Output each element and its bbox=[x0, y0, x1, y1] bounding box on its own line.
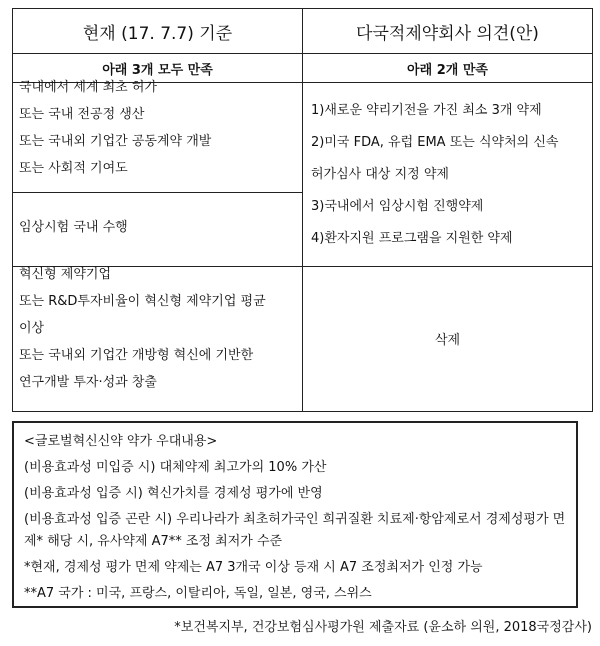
row3-line: 혁신형 제약기업 bbox=[19, 266, 112, 282]
proposal-condition: 4)환자지원 프로그램을 지원한 약제 bbox=[311, 231, 513, 247]
row1-line: 또는 국내 전공정 생산 bbox=[19, 107, 145, 123]
row3-proposal-cell: 삭제 bbox=[303, 266, 593, 411]
proposal-condition: 3)국내에서 임상시험 진행약제 bbox=[311, 199, 484, 215]
header-row bbox=[13, 9, 593, 54]
notes-footnote: *현재, 경제성 평가 면제 약제는 A7 3개국 이상 등재 시 A7 조정최저가 인정 가능 bbox=[24, 560, 483, 575]
subheader-current: 아래 3개 모두 만족 bbox=[13, 54, 303, 83]
source-note: *보건복지부, 건강보험심사평가원 제출자료 (윤소하 의원, 2018국정감사) bbox=[174, 620, 592, 635]
row1-line: 국내에서 세계 최초 허가 bbox=[19, 80, 157, 96]
notes-footnote: **A7 국가 : 미국, 프랑스, 이탈리아, 독일, 일본, 영국, 스위스 bbox=[24, 586, 372, 601]
row2-line: 임상시험 국내 수행 bbox=[19, 220, 128, 236]
proposal-conditions-cell bbox=[303, 83, 593, 266]
row3-line: 또는 국내외 기업간 개방형 혁신에 기반한 bbox=[19, 347, 254, 363]
row-1 bbox=[13, 83, 593, 193]
row1-line: 또는 국내외 기업간 공동계약 개발 bbox=[19, 134, 212, 150]
notes-box bbox=[12, 421, 578, 608]
row3-current-cell bbox=[13, 266, 303, 411]
row-3 bbox=[13, 266, 593, 411]
notes-line: (비용효과성 미입증 시) 대체약제 최고가의 10% 가산 bbox=[24, 460, 327, 475]
proposal-condition: 허가심사 대상 지정 약제 bbox=[311, 167, 449, 183]
header-current: 현재 (17. 7.7) 기준 bbox=[13, 9, 303, 54]
proposal-condition: 1)새로운 약리기전을 가진 최소 3개 약제 bbox=[311, 103, 542, 119]
subheader-proposal: 아래 2개 만족 bbox=[303, 54, 593, 83]
notes-line: (비용효과성 입증 곤란 시) 우리나라가 최초허가국인 희귀질환 치료제·항암제로서 경제성평가 면제* 해당 시, 유사약제 A7** 조정 최저가 수준 bbox=[24, 512, 566, 549]
notes-line: (비용효과성 입증 시) 혁신가치를 경제성 평가에 반영 bbox=[24, 486, 323, 501]
row1-line: 또는 사회적 기여도 bbox=[19, 161, 128, 177]
header-proposal: 다국적제약회사 의견(안) bbox=[303, 9, 593, 54]
row3-line: 연구개발 투자·성과 창출 bbox=[19, 374, 157, 390]
row1-current-cell bbox=[13, 80, 303, 193]
row3-line: 또는 R&D투자비율이 혁신형 제약기업 평균 bbox=[19, 293, 266, 309]
notes-title: <글로벌혁신신약 약가 우대내용> bbox=[24, 434, 218, 449]
proposal-condition: 2)미국 FDA, 유럽 EMA 또는 식약처의 신속 bbox=[311, 135, 559, 151]
comparison-table bbox=[12, 8, 593, 412]
row3-line: 이상 bbox=[19, 320, 45, 336]
row2-current-cell bbox=[13, 193, 303, 266]
